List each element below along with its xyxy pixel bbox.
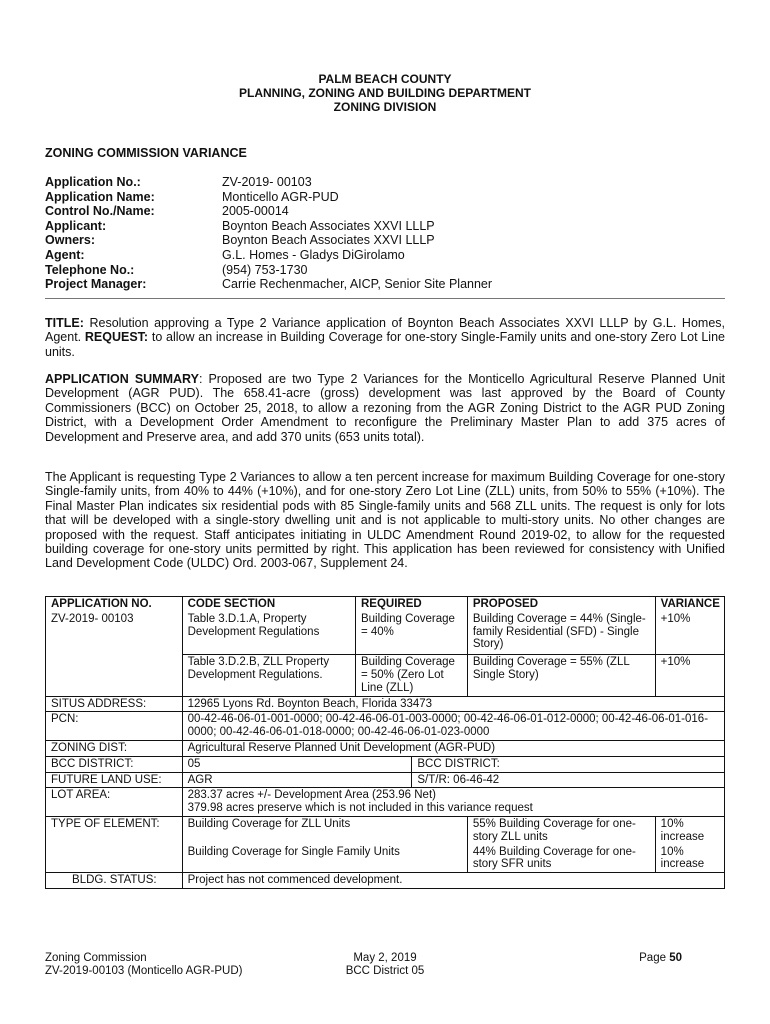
table-row	[46, 788, 725, 817]
page-number: 50	[669, 952, 682, 964]
element-name: Building Coverage for ZLL Units	[182, 816, 467, 844]
table-header-row	[46, 597, 725, 612]
building-status-value: Project has not commenced development.	[182, 873, 724, 889]
info-label: Control No./Name:	[45, 204, 155, 219]
required-value: Building Coverage = 40%	[355, 612, 467, 655]
info-row	[45, 249, 725, 264]
application-info	[45, 176, 725, 293]
info-row	[45, 176, 725, 191]
lot-area-preserve: 379.98 acres preserve which is not included in this variance request	[187, 802, 533, 815]
header-app-no: APPLICATION NO.	[51, 598, 152, 610]
variance-table	[45, 596, 725, 889]
info-value: Boynton Beach Associates XXVI LLLP	[222, 218, 435, 233]
zoning-label: ZONING DIST:	[46, 740, 183, 756]
footer-district: BCC District 05	[345, 965, 425, 977]
info-row	[45, 264, 725, 279]
element-detail: 55% Building Coverage for one-story ZLL units	[467, 816, 655, 844]
pcn-label: PCN:	[46, 712, 183, 741]
required-value: Building Coverage = 50% (Zero Lot Line (ZLL)	[355, 655, 467, 696]
table-row	[46, 696, 725, 712]
table-row	[46, 756, 725, 772]
info-value: G.L. Homes - Gladys DiGirolamo	[222, 247, 405, 262]
situs-label: SITUS ADDRESS:	[46, 696, 183, 712]
table-row	[46, 740, 725, 756]
footer-center	[335, 952, 435, 978]
building-status-label: BLDG. STATUS:	[46, 873, 183, 889]
element-detail: 44% Building Coverage for one-story SFR units	[467, 845, 655, 873]
element-name: Building Coverage for Single Family Units	[182, 845, 467, 873]
request-text: to allow an increase in Building Coverage for one-story Single-Family units and one-story Zero Lot Line units.	[45, 330, 725, 359]
info-label: Project Manager:	[45, 277, 147, 292]
app-no-value: ZV-2019- 00103	[51, 612, 134, 625]
info-row	[45, 278, 725, 293]
header-code-section: CODE SECTION	[182, 597, 355, 612]
info-row	[45, 220, 725, 235]
title-text: Resolution approving a Type 2 Variance application of Boynton Beach Associates XXVI LLLP by G.L. Homes, Agent.	[45, 316, 725, 345]
lot-area-development: 283.37 acres +/- Development Area (253.96 Net)	[187, 789, 436, 802]
table-row	[46, 712, 725, 741]
title-paragraph	[45, 316, 725, 359]
header-division: ZONING DIVISION	[333, 100, 437, 114]
info-label: Applicant:	[45, 218, 107, 233]
footer-page	[600, 952, 682, 965]
info-value: (954) 753-1730	[222, 262, 308, 277]
info-row	[45, 191, 725, 206]
variance-value: +10%	[655, 612, 724, 655]
lot-area-label: LOT AREA:	[46, 788, 183, 817]
footer-commission: Zoning Commission	[45, 952, 147, 964]
summary-paragraph	[45, 372, 725, 444]
title-label: TITLE:	[45, 316, 84, 330]
table-row	[46, 772, 725, 788]
bcc-label: BCC DISTRICT:	[46, 756, 183, 772]
header-department: PLANNING, ZONING AND BUILDING DEPARTMENT	[239, 86, 531, 100]
variance-value: +10%	[655, 655, 724, 696]
info-label: Application No.:	[45, 175, 141, 189]
code-section: Table 3.D.1.A, Property Development Regulations	[182, 612, 355, 655]
info-value: Boynton Beach Associates XXVI LLLP	[222, 233, 435, 248]
future-land-use-value: AGR	[182, 772, 412, 788]
footer-left	[45, 952, 243, 978]
proposed-value: Building Coverage = 44% (Single-family Residential (SFD) - Single Story)	[467, 612, 655, 655]
info-value: Carrie Rechenmacher, AICP, Senior Site Planner	[222, 277, 493, 292]
header-variance: VARIANCE	[655, 597, 724, 612]
future-land-use-label: FUTURE LAND USE:	[46, 772, 183, 788]
proposed-value: Building Coverage = 55% (ZLL Single Story)	[467, 655, 655, 696]
header-proposed: PROPOSED	[467, 597, 655, 612]
table-row	[46, 816, 725, 844]
page-label: Page	[639, 952, 670, 964]
info-label: Telephone No.:	[45, 262, 135, 277]
info-value: 2005-00014	[222, 204, 289, 219]
code-section: Table 3.D.2.B, ZLL Property Development Regulations.	[182, 655, 355, 696]
table-row	[46, 612, 725, 655]
request-label: REQUEST:	[84, 330, 149, 345]
info-row	[45, 205, 725, 220]
divider	[45, 298, 725, 299]
table-row	[46, 873, 725, 889]
info-label: Owners:	[45, 233, 96, 248]
lot-area-value	[182, 788, 724, 817]
str-value: S/T/R: 06-46-42	[412, 772, 725, 788]
info-row	[45, 234, 725, 249]
situs-value: 12965 Lyons Rd. Boynton Beach, Florida 33473	[182, 696, 724, 712]
element-change: 10% increase	[655, 816, 724, 844]
info-label: Agent:	[45, 247, 85, 262]
request-paragraph: The Applicant is requesting Type 2 Variances to allow a ten percent increase for maximum Building Coverage for one-story Single-family units, from 40% to 44% (+10%), and for one-story Zero Lot Line (ZLL) units, from 50% to 55% (+10%). The Final Master Plan indicates six residential pods with 85 Single-family units and 568 ZLL units. The request is only for lots that will be developed with a single-story dwelling unit and is not applicable to multi-story units. No other changes are proposed with the request. Staff anticipates initiating in ULDC Amendment Round 2019-02, to allow for the requested building coverage for one-story units permitted by right. This application has been reviewed for consistency with Unified Land Development Code (ULDC) Ord. 2003-067, Supplement 24.	[45, 470, 725, 571]
info-value: Monticello AGR-PUD	[222, 189, 339, 204]
summary-label: APPLICATION SUMMARY	[45, 372, 199, 386]
info-label: Application Name:	[45, 189, 155, 204]
footer-application: ZV-2019-00103 (Monticello AGR-PUD)	[45, 965, 243, 977]
section-title: ZONING COMMISSION VARIANCE	[45, 146, 247, 160]
summary-text: : Proposed are two Type 2 Variances for the Monticello Agricultural Reserve Planned Unit Development (AGR PUD). The 658.41-acre (gross) development was last approved by the Board of County Commissioners (BCC) on October 25, 2018, to allow a rezoning from the AGR Zoning District to the AGR PUD Zoning District, with a Development Order Amendment to reconfigure the Preliminary Master Plan to add 375 acres of Development and Preserve area, and add 370 units (653 units total).	[45, 372, 726, 444]
zoning-value: Agricultural Reserve Planned Unit Development (AGR-PUD)	[182, 740, 724, 756]
info-value: ZV-2019- 00103	[222, 175, 312, 189]
bcc-value: 05	[182, 756, 412, 772]
header-required: REQUIRED	[355, 597, 467, 612]
type-of-element-label: TYPE OF ELEMENT:	[46, 816, 183, 872]
element-change: 10% increase	[655, 845, 724, 873]
footer-date: May 2, 2019	[353, 952, 417, 964]
header-county: PALM BEACH COUNTY	[318, 72, 452, 86]
bcc-label-secondary: BCC DISTRICT:	[412, 756, 725, 772]
pcn-value: 00-42-46-06-01-001-0000; 00-42-46-06-01-003-0000; 00-42-46-06-01-012-0000; 00-42-46-06-01-016-0000; 00-42-46-06-01-018-0000; 00-42-46-06-01-023-0000	[182, 712, 724, 741]
